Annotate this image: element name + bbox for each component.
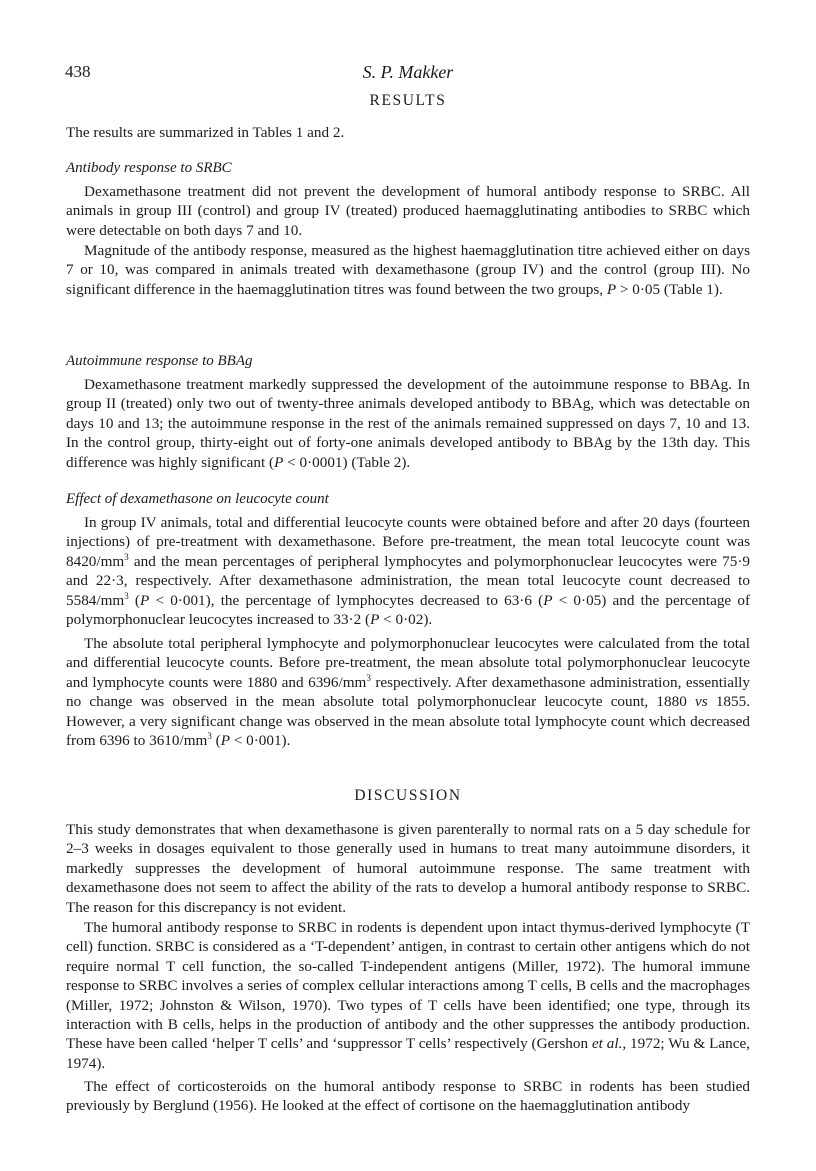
leucocyte-paragraph-1 [66, 513, 750, 629]
text-run: and the mean percentages of peripheral lymphocytes and polymorphonuclear leucocytes were 75·9 and 22·3, respectively. After dexamethasone administration, the mean total leucocyte count decreased to 5584/mm [66, 552, 750, 609]
et-al: et al. [591, 1035, 623, 1053]
text-run: , 1972; Wu & Lance, 1974). [66, 1035, 750, 1072]
text-run: < 0·0001) (Table 2). [283, 453, 411, 471]
page-number: 438 [65, 62, 91, 81]
leucocyte-subheading: Effect of dexamethasone on leucocyte count [66, 491, 329, 507]
superscript: 3 [366, 672, 371, 683]
autoimmune-paragraph [66, 375, 750, 472]
text-run: The absolute total peripheral lymphocyte and polymorphonuclear leucocytes were calculated from the total and differential leucocyte counts. Before pre-treatment, the mean absolute total polymorphonuclear leucocyte and lymphocyte counts were 1880 and 6396/mm [66, 635, 750, 691]
p-value-symbol: P [274, 453, 284, 471]
discussion-paragraph-2 [66, 918, 750, 1073]
results-intro: The results are summarized in Tables 1 and 2. [66, 124, 345, 141]
superscript: 3 [207, 730, 212, 741]
antibody-subheading: Antibody response to SRBC [66, 160, 232, 176]
vs-abbrev: vs [694, 693, 708, 711]
superscript: 3 [124, 551, 129, 562]
text-run: < 0·02). [379, 611, 433, 629]
text-run: The humoral antibody response to SRBC in rodents is dependent upon intact thymus-derived lymphocyte (T cell) function. SRBC is considered as a ‘T-dependent’ antigen, in contrast to certain other antigens which do not require normal T cell function, the so-called T-independent antigens (Miller, 1972). The humoral immune response to SRBC involves a series of complex cellular interactions among T cells, B cells and the macrophages (Miller, 1972; Johnston & Wilson, 1970). Two types of T cells have been identified; one type, through its interaction with B cells, helps in the production of antibody and the other suppresses the antibody production. These have been called ‘helper T cells’ and ‘suppressor T cells’ respectively (Gershon [66, 919, 750, 1053]
text-run: In group IV animals, total and differential leucocyte counts were obtained before and after 20 days (fourteen injections) of pre-treatment with dexamethasone. Before pre-treatment, the mean total leucocyte count was 8420/mm [66, 514, 750, 570]
text-run: ( [211, 732, 221, 750]
p-value-symbol: P [220, 732, 230, 750]
leucocyte-paragraph-2 [66, 634, 750, 750]
autoimmune-subheading: Autoimmune response to BBAg [66, 353, 253, 369]
results-heading: RESULTS [369, 92, 447, 109]
text-run: > 0·05 (Table 1). [616, 280, 723, 298]
text-run: < 0·001), the percentage of lymphocytes decreased to 63·6 ( [149, 591, 544, 609]
p-value-symbol: P [370, 611, 380, 629]
text-run: < 0·001). [229, 732, 291, 750]
text-run: 1855. However, a very significant change was observed in the mean absolute total lymphocyte count which decreased from 6396 to 3610/mm [66, 693, 751, 750]
superscript: 3 [124, 590, 129, 601]
p-value-symbol: P [606, 280, 617, 298]
text-run: respectively. After dexamethasone administration, essentially no change was observed in the mean absolute total polymorphonuclear leucocyte count, 1880 [66, 673, 750, 711]
running-title: S. P. Makker [362, 62, 454, 82]
text-run: < 0·05) and the percentage of polymorphonuclear leucocytes increased to 33·2 ( [66, 591, 750, 629]
text-run: Dexamethasone treatment markedly suppressed the development of the autoimmune response to BBAg. In group II (treated) only two out of twenty-three animals developed antibody to BBAg, which was detectable on days 10 and 13; the autoimmune response in the rest of the animals remained suppressed on days 7, 10 and 13. In the control group, thirty-eight out of forty-one animals developed antibody to BBAg by the 13th day. This difference was highly significant ( [66, 376, 750, 471]
discussion-heading: DISCUSSION [354, 787, 462, 804]
antibody-paragraph-2 [66, 241, 750, 299]
p-value-symbol: P [139, 591, 150, 609]
p-value-symbol: P [543, 591, 553, 609]
text-run: Magnitude of the antibody response, measured as the highest haemagglutination titre achieved either on days 7 or 10, was compared in animals treated with dexamethasone (group IV) and the control (group III). No significant difference in the haemagglutination titres was found between the two groups, [66, 242, 750, 298]
text-run: ( [128, 591, 140, 609]
antibody-paragraph-1: Dexamethasone treatment did not prevent the development of humoral antibody response to SRBC. All animals in group III (control) and group IV (treated) produced haemagglutinating antibodies to SRBC which were detectable on both days 7 and 10. [66, 183, 750, 239]
discussion-paragraph-3: The effect of corticosteroids on the humoral antibody response to SRBC in rodents has been studied previously by Berglund (1956). He looked at the effect of cortisone on the haemagglutination antibody [66, 1078, 750, 1115]
discussion-paragraph-1: This study demonstrates that when dexamethasone is given parenterally to normal rats on a 5 day schedule for 2–3 weeks in dosages equivalent to those generally used in humans to treat many autoimmune disorders, it markedly suppresses the development of humoral autoimmune response. The same treatment with dexamethasone does not seem to affect the ability of the rats to develop a humoral antibody response to SRBC. The reason for this discrepancy is not evident. [66, 821, 750, 916]
